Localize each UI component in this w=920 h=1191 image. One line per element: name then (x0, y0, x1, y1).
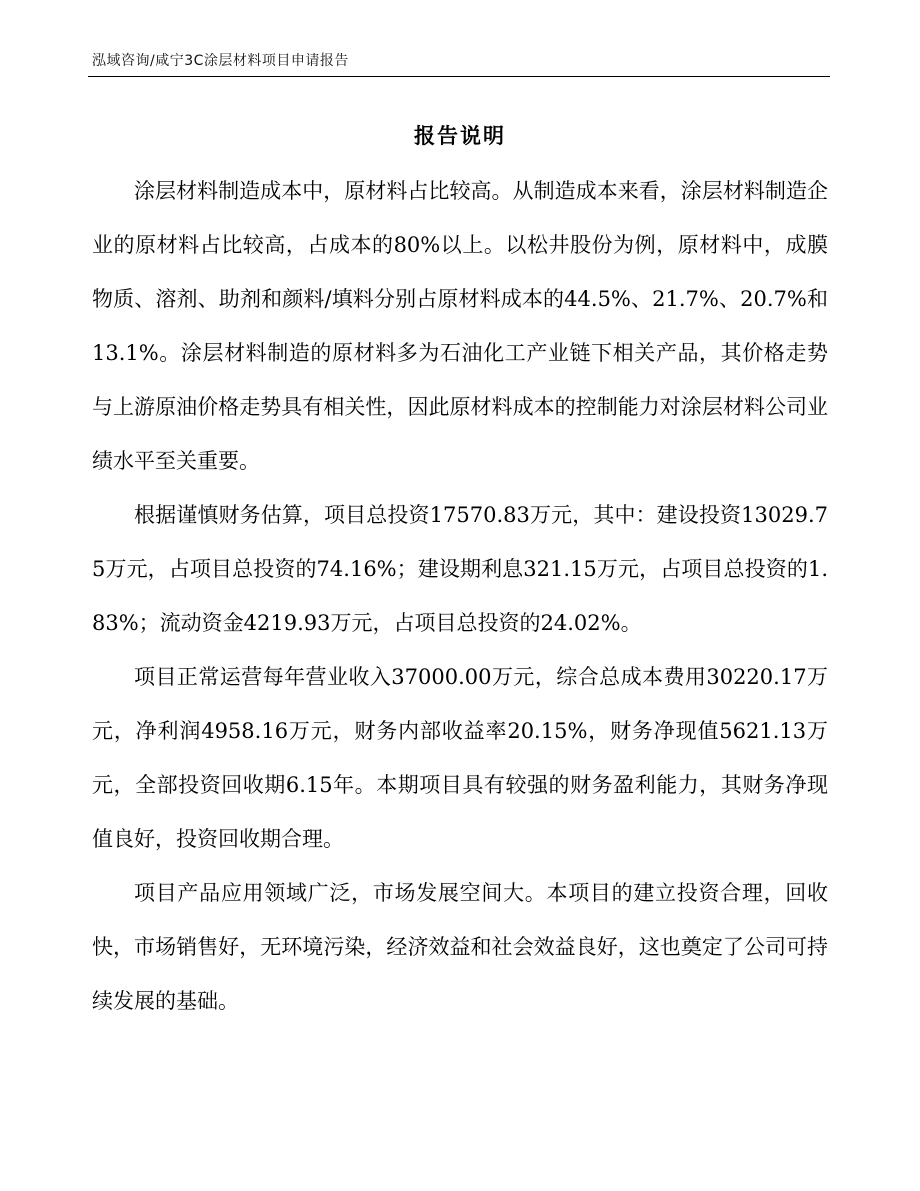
paragraph-investment: 根据谨慎财务估算，项目总投资17570.83万元，其中：建设投资13029.75万元，占项目总投资的74.16%；建设期利息321.15万元，占项目总投资的1.83%；流动资金4219.93万元，占项目总投资的24.02%。 (92, 503, 828, 635)
page-title: 报告说明 (414, 124, 506, 148)
running-header: 泓域咨询/咸宁3C涂层材料项目申请报告 (92, 53, 349, 69)
paragraph-conclusion: 项目产品应用领域广泛，市场发展空间大。本项目的建立投资合理，回收快，市场销售好，无环境污染，经济效益和社会效益良好，这也奠定了公司可持续发展的基础。 (92, 881, 828, 1013)
paragraph-cost-structure: 涂层材料制造成本中，原材料占比较高。从制造成本来看，涂层材料制造企业的原材料占比较高，占成本的80%以上。以松井股份为例，原材料中，成膜物质、溶剂、助剂和颜料/填料分别占原材料成本的44.5%、21.7%、20.7%和13.1%。涂层材料制造的原材料多为石油化工产业链下相关产品，其价格走势与上游原油价格走势具有相关性，因此原材料成本的控制能力对涂层材料公司业绩水平至关重要。 (92, 179, 828, 473)
header-divider (88, 76, 830, 77)
body-text (92, 164, 828, 1028)
paragraph-operations: 项目正常运营每年营业收入37000.00万元，综合总成本费用30220.17万元，净利润4958.16万元，财务内部收益率20.15%，财务净现值5621.13万元，全部投资回收期6.15年。本期项目具有较强的财务盈利能力，其财务净现值良好，投资回收期合理。 (92, 665, 828, 851)
